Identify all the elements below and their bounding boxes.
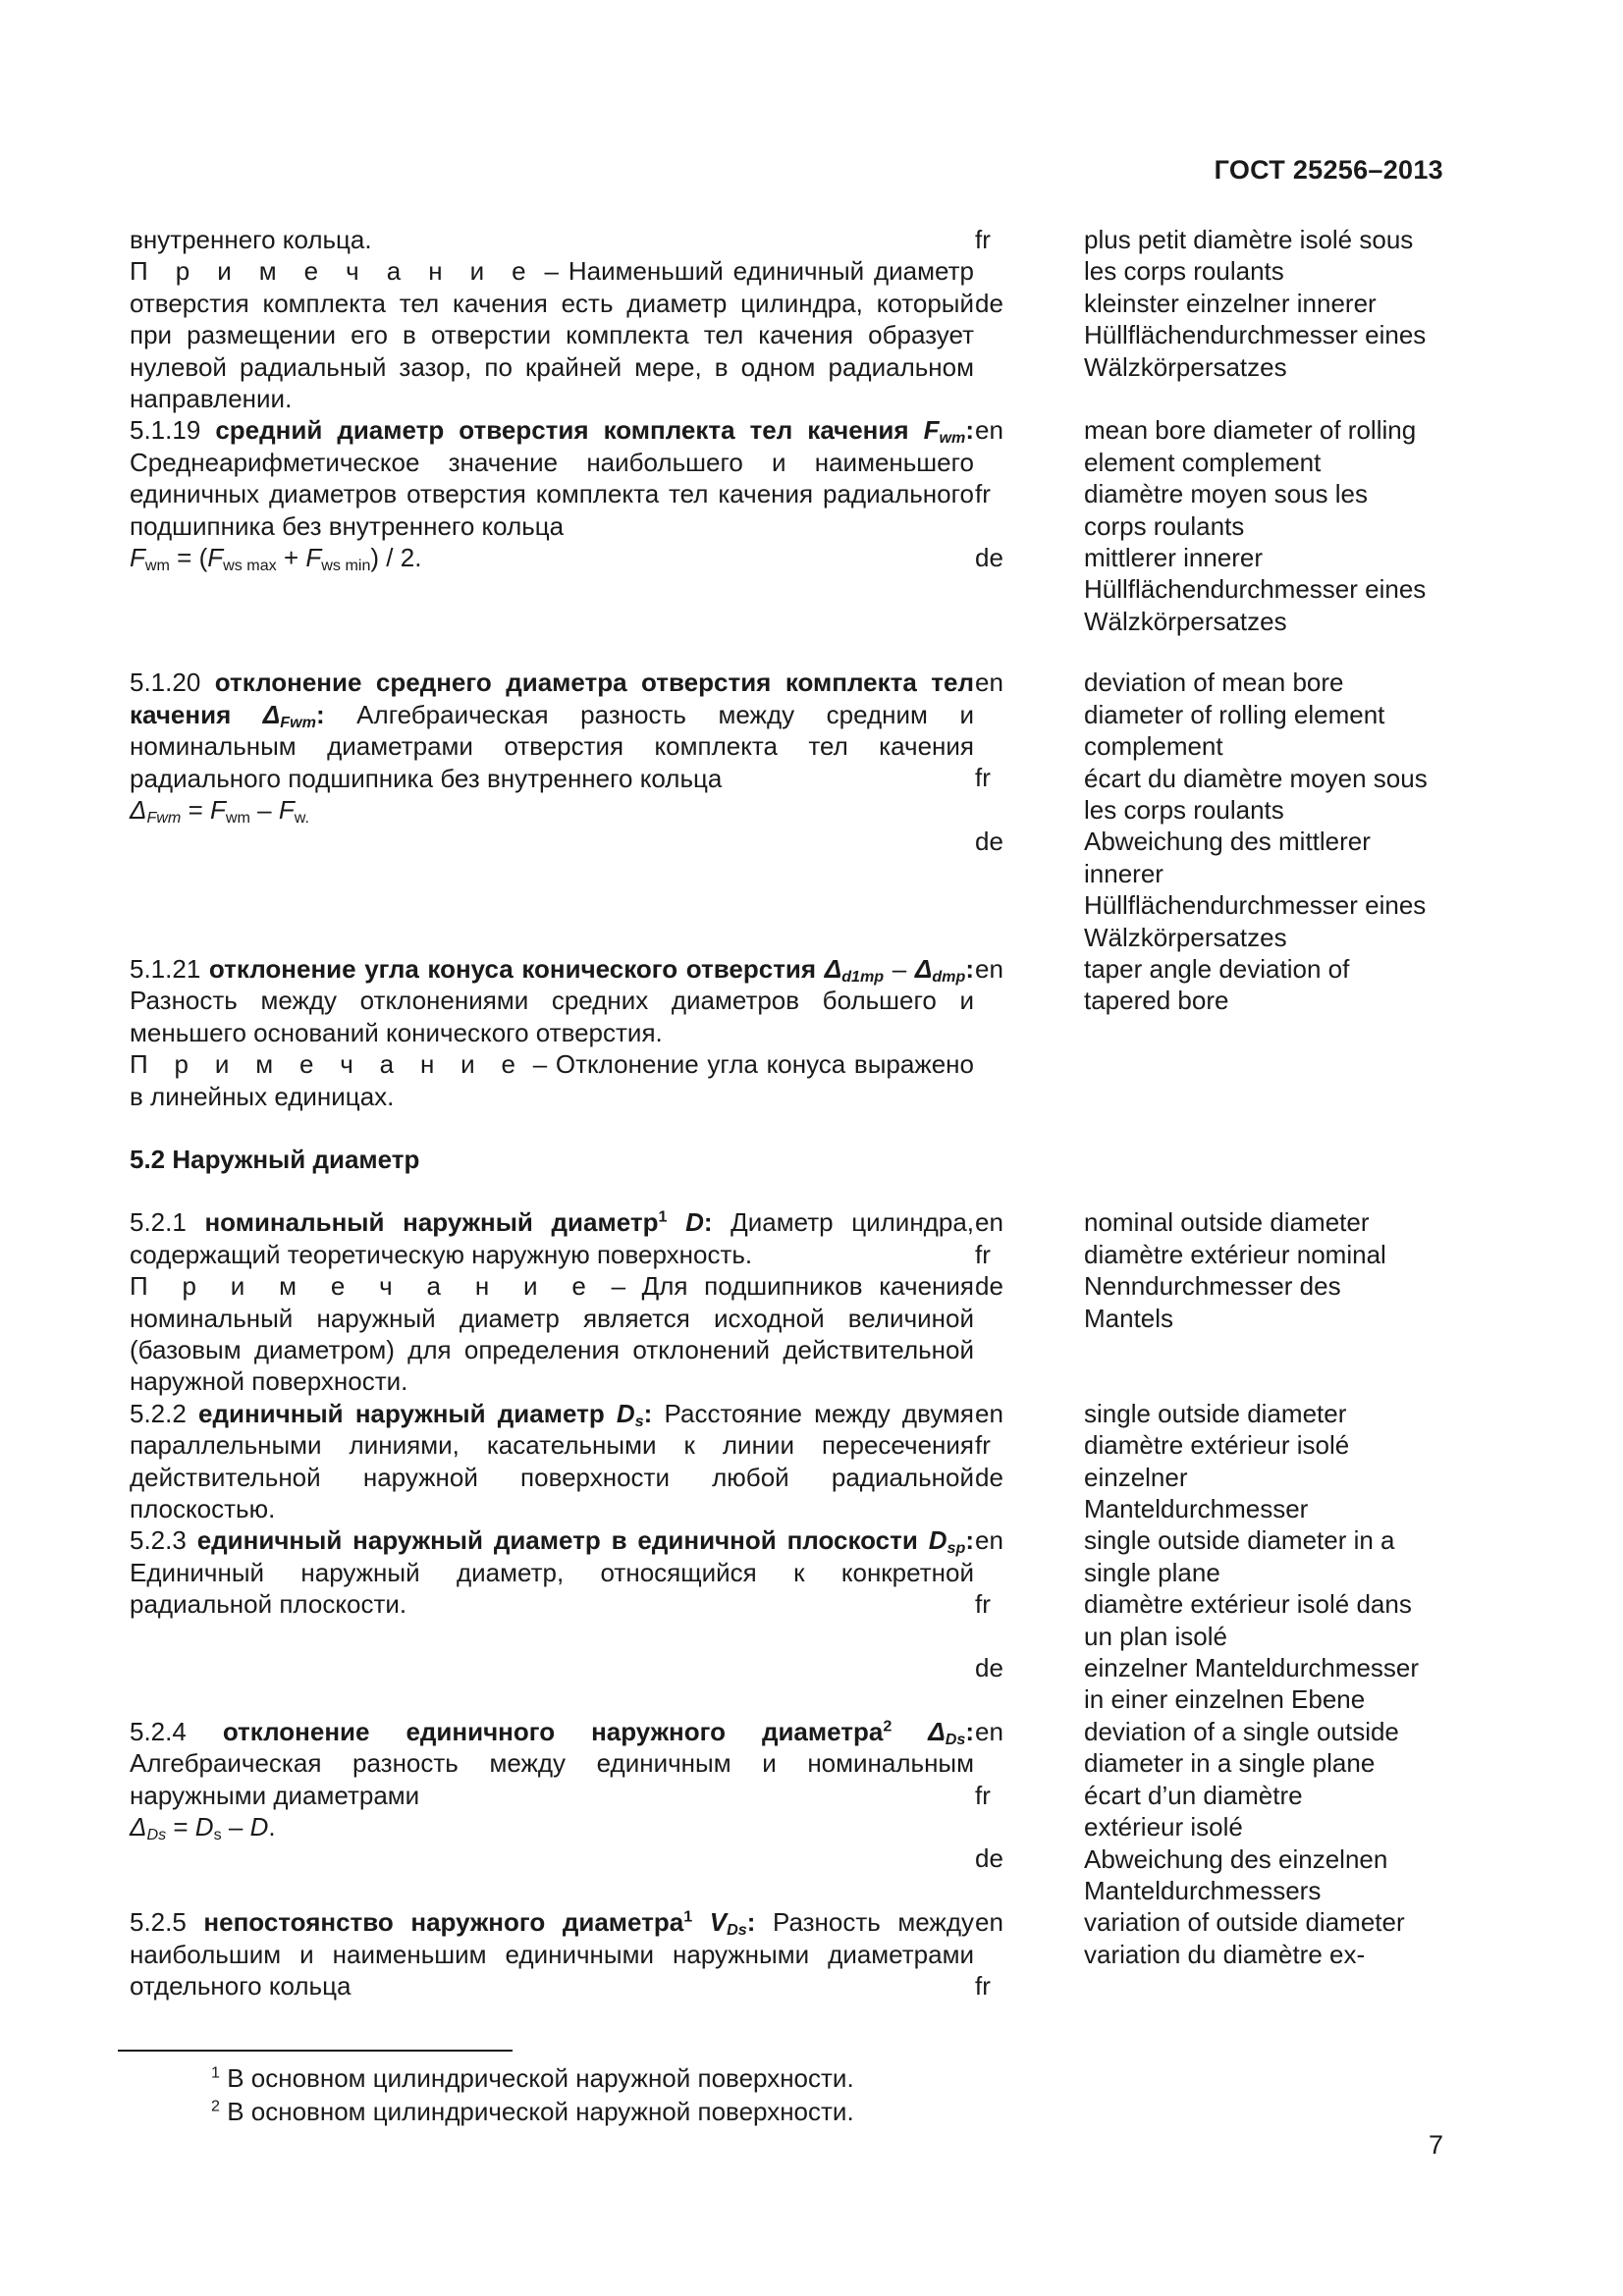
note-text: – Наименьший единичный диаметр отверстия комплекта тел качения есть диаметр цилиндра, который при размещении его в отверстии комплекта тел качения образует нулевой радиальный зазор, по крайней мере, в одном радиальном направлении. — [130, 256, 974, 414]
footnote: $^2$ В основном цилиндрической наружной поверхности. — [211, 2097, 854, 2126]
clause-number: 5.1.19 — [130, 415, 201, 446]
term-fr: variation du diamètre ex- — [1084, 1939, 1366, 1969]
footnote: $^1$ В основном цилиндрической наружной поверхности. — [211, 2063, 854, 2093]
term-en: variation of outside diameter — [1084, 1907, 1405, 1938]
term-fr: diamètre extérieur isolé — [1084, 1430, 1350, 1461]
definition-body: Среднеарифметическое значение наибольшего и наименьшего единичных диаметров отверстия комплекта тел качения радиального подшипника без внутреннего кольца — [130, 447, 974, 541]
definition-text: 5.1.19 средний диаметр отверстия комплекта тел качения $F_{wm}$: Среднеарифметическое значение наибольшего и наименьшего единичных диаметров отверстия комплекта тел качения радиального подшипника без внутреннего кольца $F_{wm} = (F_{ws max} + F_{ws min}) / 2$. — [130, 415, 974, 575]
term-symbol: $V_{Ds}$ — [709, 1907, 747, 1940]
section-title: 5.2 Наружный диаметр — [130, 1144, 420, 1174]
term-symbol: $F_{wm}$ — [923, 415, 966, 448]
clause-number: 5.2.5 — [130, 1907, 187, 1938]
page-number: 7 — [1428, 2130, 1443, 2160]
lang-en: en — [975, 953, 1003, 984]
definition-body: Алгебраическая разность между средним и номинальным диаметрами отверстия комплекта тел качения радиального подшипника без внутреннего кольца — [130, 699, 974, 793]
translations — [1084, 414, 1435, 637]
term-de: Abweichung des einzelnen Manteldurchmessers — [1084, 1843, 1388, 1905]
footnotes — [211, 2061, 854, 2128]
term-entry — [130, 953, 1435, 1112]
lang-en: en — [975, 1525, 1003, 1556]
term-entry — [130, 1716, 1435, 1906]
term-title: номинальный наружный диаметр — [204, 1207, 659, 1238]
term-fr: plus petit diamètre isolé sous les corps roulants — [1084, 225, 1414, 287]
term-de: Nenndurchmesser des Mantels — [1084, 1271, 1341, 1333]
translations — [1084, 1398, 1435, 1525]
lang-codes — [974, 224, 1084, 414]
clause-number: 5.1.20 — [130, 667, 201, 698]
definition-body: Алгебраическая разность между единичным и номинальным наружными диаметрами — [130, 1748, 974, 1810]
lang-de: de — [975, 1271, 1003, 1302]
lang-de: de — [975, 1653, 1003, 1683]
term-entry — [130, 1398, 1435, 1525]
term-symbol: D — [685, 1207, 704, 1238]
lang-codes — [974, 1398, 1084, 1525]
definition-text: 5.2.5 непостоянство наружного диаметра$^1$ $V_{Ds}$: Разность между наибольшим и наименьшим единичными наружными диаметрами отдельного кольца — [130, 1907, 974, 2002]
clause-number: 5.2.4 — [130, 1716, 187, 1746]
term-symbol: $D_{sp}$ — [928, 1525, 966, 1558]
lang-fr: fr — [975, 479, 991, 509]
lang-fr: fr — [975, 1971, 991, 2002]
definition-text: 5.1.21 отклонение угла конуса конического отверстия $\Delta_{d1mp} - \Delta_{dmp}$: Разность между отклонениями средних диаметров большего и меньшего оснований конического отверстия. П р и м е ч а н и е – Отклонение угла конуса выражено в линейных единицах. — [130, 953, 974, 1111]
term-fr: diamètre moyen sous les corps roulants — [1084, 479, 1369, 541]
term-entry — [130, 1906, 1435, 2002]
term-symbol: $\Delta_{Ds}$ — [928, 1716, 966, 1748]
translations — [1084, 1206, 1435, 1397]
document-header: ГОСТ 25256–2013 — [1214, 155, 1443, 185]
term-en: taper angle deviation of tapered bore — [1084, 953, 1350, 1016]
term-title: отклонение единичного наружного диаметра — [222, 1716, 884, 1746]
term-symbol: $D_s$ — [616, 1398, 644, 1430]
term-de: einzelner Manteldurchmesser in einer einzelnen Ebene — [1084, 1653, 1420, 1715]
clause-number: 5.1.21 — [130, 953, 201, 984]
lang-fr: fr — [975, 1589, 991, 1620]
translations — [1084, 953, 1435, 1112]
lang-de: de — [975, 543, 1003, 573]
term-symbol: $\Delta_{Fwm}$ — [262, 699, 316, 731]
term-fr: écart d’un diamètre extérieur isolé — [1084, 1780, 1303, 1842]
lang-fr: fr — [975, 1239, 991, 1269]
term-de: mittlerer innerer Hüllflächendurchmesser eines Wälzkörpersatzes — [1084, 543, 1427, 636]
lang-en: en — [975, 1907, 1003, 1938]
term-symbol: $\Delta_{d1mp}$ — [824, 953, 885, 986]
translations — [1084, 1906, 1435, 2002]
lang-fr: fr — [975, 225, 991, 254]
lang-en: en — [975, 667, 1003, 698]
footnote-ref: 2 — [883, 1717, 893, 1735]
term-entry — [130, 414, 1435, 637]
lang-codes — [974, 1524, 1084, 1715]
lang-codes — [974, 414, 1084, 637]
definition-text: 5.1.20 отклонение среднего диаметра отверстия комплекта тел качения $\Delta_{Fwm}$: Алгебраическая разность между средним и номинальным диаметрами отверстия комплекта тел качения радиального подшипника без внутреннего кольца $\Delta_{Fwm} = F_{wm} - F_{w.}$ — [130, 667, 974, 827]
term-en: single outside diameter — [1084, 1398, 1347, 1428]
term-title: отклонение среднего диаметра отверстия комплекта тел качения — [130, 667, 974, 729]
definition-text: 5.2.4 отклонение единичного наружного диаметра$^2$ $\Delta_{Ds}$: Алгебраическая разность между единичным и номинальным наружными диаметрами $\Delta_{Ds} = D_s - D$. — [130, 1716, 975, 1844]
clause-number: 5.2.1 — [130, 1207, 187, 1238]
definition-text — [130, 224, 974, 414]
term-entry — [130, 1524, 1435, 1715]
definition-body: Расстояние между двумя параллельными линиями, касательными к линии пересечения действительной наружной поверхности любой радиальной плоскостью. — [130, 1398, 974, 1524]
term-symbol-2: $\Delta_{dmp}$ — [914, 953, 966, 986]
translations — [1084, 224, 1435, 414]
term-en: mean bore diameter of rolling element complement — [1084, 415, 1417, 477]
term-en: nominal outside diameter — [1084, 1207, 1370, 1238]
term-entry — [130, 224, 1435, 414]
footnote-ref: 1 — [683, 1907, 693, 1926]
term-fr: diamètre extérieur isolé dans un plan isolé — [1084, 1589, 1412, 1651]
note-text: – Отклонение угла конуса выражено в линейных единицах. — [130, 1049, 974, 1111]
formula: $F_{wm} = (F_{ws max} + F_{ws min}) / 2$. — [130, 543, 422, 575]
term-en: deviation of mean bore diameter of rolling element complement — [1084, 667, 1385, 762]
term-en: single outside diameter in a single plane — [1084, 1525, 1395, 1587]
definition-body: Единичный наружный диаметр, относящийся к конкретной радиальной плоскости. — [130, 1557, 974, 1620]
note-label: П р и м е ч а н и е — [130, 256, 535, 287]
translations — [1084, 1716, 1435, 1906]
term-entry — [130, 667, 1435, 953]
note-label: П р и м е ч а н и е — [130, 1271, 595, 1302]
definition-body: Разность между наибольшим и наименьшим единичными наружными диаметрами отдельного кольца — [130, 1907, 974, 2002]
term-fr: diamètre extérieur nominal — [1084, 1239, 1386, 1269]
lang-de: de — [975, 288, 1003, 318]
footnote-divider — [118, 2050, 513, 2052]
lang-en: en — [975, 1716, 1003, 1746]
lang-de: de — [975, 1843, 1003, 1874]
footnote-ref: 1 — [658, 1207, 668, 1226]
definition-body: Разность между отклонениями средних диаметров большего и меньшего оснований конического отверстия. — [130, 986, 974, 1047]
lang-en: en — [975, 1398, 1003, 1428]
definition-text: 5.2.2 единичный наружный диаметр $D_s$: Расстояние между двумя параллельными линиями, касательными к линии пересечения действительной наружной поверхности любой радиальной плоскостью. — [130, 1398, 974, 1524]
section-row — [130, 1144, 1435, 1175]
formula: $\Delta_{Fwm} = F_{wm} - F_{w.}$ — [130, 794, 309, 827]
formula: $\Delta_{Ds} = D_s - D$. — [130, 1812, 276, 1844]
term-de: einzelner Manteldurchmesser — [1084, 1462, 1309, 1524]
lang-fr: fr — [975, 763, 991, 793]
lang-fr: fr — [975, 1430, 991, 1461]
lang-en: en — [975, 1207, 1003, 1238]
term-entry — [130, 1206, 1435, 1397]
term-title: единичный наружный диаметр в единичной плоскости — [196, 1525, 918, 1556]
note-label: П р и м е ч а н и е — [130, 1049, 525, 1080]
lang-codes — [974, 1906, 1084, 2002]
definition-text: 5.2.3 единичный наружный диаметр в единичной плоскости $D_{sp}$: Единичный наружный диаметр, относящийся к конкретной радиальной плоскости. — [130, 1525, 974, 1620]
lang-de: de — [975, 827, 1003, 857]
lang-de: de — [975, 1462, 1003, 1492]
lang-codes — [974, 953, 1084, 1112]
term-title: непостоянство наружного диаметра — [203, 1907, 684, 1938]
lang-codes — [974, 667, 1084, 953]
definition-text: 5.2.1 номинальный наружный диаметр$^1$ D: Диаметр цилиндра, содержащий теоретическую наружную поверхность. П р и м е ч а н и е – Для подшипников качения номинальный наружный диаметр является исходной величиной (базовым диаметром) для определения отклонений действительной наружной поверхности. — [130, 1207, 974, 1397]
clause-number: 5.2.2 — [130, 1398, 187, 1428]
terms-table — [130, 224, 1435, 2002]
term-fr: écart du diamètre moyen sous les corps roulants — [1084, 763, 1428, 825]
term-de: Abweichung des mittlerer innerer Hüllflächendurchmesser eines Wälzkörpersatzes — [1084, 827, 1427, 952]
note-text: – Для подшипников качения номинальный наружный диаметр является исходной величиной (базовым диаметром) для определения отклонений действительной наружной поверхности. — [130, 1271, 974, 1397]
translations — [1084, 667, 1435, 953]
translations — [1084, 1524, 1435, 1715]
term-title: средний диаметр отверстия комплекта тел качения — [215, 415, 909, 446]
lang-codes — [974, 1716, 1084, 1906]
term-en: deviation of a single outside diameter in a single plane — [1084, 1716, 1399, 1779]
lang-fr: fr — [975, 1780, 991, 1810]
term-de: kleinster einzelner innerer Hüllflächendurchmesser eines Wälzkörpersatzes — [1084, 288, 1427, 382]
continuation-text: внутреннего кольца. — [130, 225, 372, 254]
definition-body: Диаметр цилиндра, содержащий теоретическую наружную поверхность. — [130, 1207, 974, 1269]
term-title: единичный наружный диаметр — [198, 1398, 605, 1428]
clause-number: 5.2.3 — [130, 1525, 187, 1556]
lang-en: en — [975, 415, 1003, 446]
lang-codes — [974, 1206, 1084, 1397]
term-title: отклонение угла конуса конического отверстия — [208, 953, 817, 984]
